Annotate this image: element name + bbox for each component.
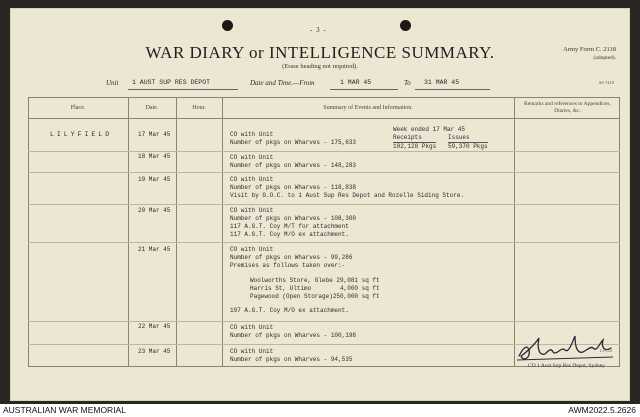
entry-line: Number of pkgs on Wharves - 118,838 bbox=[230, 184, 357, 191]
entry-line: Number of pkgs on Wharves - 94,535 bbox=[230, 356, 353, 363]
punch-hole-left bbox=[222, 20, 233, 31]
signature-caption: CO 1 Aust Sup Res Depot, Sydney bbox=[528, 363, 605, 369]
issues-label: Issues bbox=[448, 134, 470, 141]
entry-date: 20 Mar 45 bbox=[138, 207, 171, 214]
page-title: WAR DIARY or INTELLIGENCE SUMMARY. bbox=[145, 43, 495, 62]
entry-line: CO with Unit bbox=[230, 324, 274, 331]
premises-line: Harris St, Ultimo 4,000 sq ft bbox=[250, 285, 380, 292]
to-value: 31 MAR 45 bbox=[424, 79, 460, 86]
premises-line: Pagewood (Open Storage)250,000 sq ft bbox=[250, 293, 380, 300]
entry-line: CO with Unit bbox=[230, 246, 274, 253]
entry-line: 197 A.G.T. Coy M/O ex attachment. bbox=[230, 307, 349, 314]
col-summary-header: Summary of Events and Information. bbox=[323, 105, 413, 111]
entry-line: Number of pkgs on Wharves - 175,633 bbox=[230, 139, 357, 146]
entry-line: Premises as follows taken over:- bbox=[230, 262, 346, 269]
entry-line: CO with Unit bbox=[230, 176, 274, 183]
place-value: LILYFIELD bbox=[50, 131, 113, 138]
entry-line: Number of pkgs on Wharves - 99,286 bbox=[230, 254, 353, 261]
footer-institution: AUSTRALIAN WAR MEMORIAL bbox=[3, 405, 126, 415]
entry-date: 18 Mar 45 bbox=[138, 153, 171, 160]
to-label: To bbox=[404, 79, 411, 87]
from-value: 1 MAR 45 bbox=[340, 79, 372, 86]
archive-footer bbox=[0, 404, 640, 417]
entry-line: Visit by G.O.C. to 1 Aust Sup Res Depot and Rozelle Siding Store. bbox=[230, 192, 465, 199]
entry-date: 23 Mar 45 bbox=[138, 348, 171, 355]
receipts-label: Receipts bbox=[393, 134, 422, 141]
unit-label: Unit bbox=[106, 79, 119, 87]
entry-date: 22 Mar 45 bbox=[138, 323, 171, 330]
unit-value: 1 AUST SUP RES DEPOT bbox=[132, 79, 211, 86]
week-summary-title: Week ended 17 Mar 45 bbox=[393, 126, 466, 133]
signature-rank: Lt-Col bbox=[600, 348, 612, 353]
entry-line: Number of pkgs on Wharves - 100,198 bbox=[230, 332, 357, 339]
entry-line: CO with Unit bbox=[230, 348, 274, 355]
col-place-header: Place. bbox=[70, 105, 86, 111]
date-label: Date and Time.—From bbox=[250, 79, 315, 87]
entry-date: 19 Mar 45 bbox=[138, 176, 171, 183]
footer-accession: AWM2022.5.2626 bbox=[568, 405, 636, 415]
page-number: - 3 - bbox=[310, 26, 327, 34]
page-subtitle: (Erase heading not required). bbox=[282, 63, 358, 70]
entry-date: 17 Mar 45 bbox=[138, 131, 171, 138]
col-hour-header: Hour. bbox=[192, 105, 206, 111]
entry-line: 117 A.G.T. Coy M/T for attachment bbox=[230, 223, 349, 230]
entry-date: 21 Mar 45 bbox=[138, 246, 171, 253]
entry-line: CO with Unit bbox=[230, 154, 274, 161]
col-date-header: Date. bbox=[145, 105, 159, 111]
entry-line: Number of pkgs on Wharves - 108,300 bbox=[230, 215, 357, 222]
diary-page bbox=[10, 8, 630, 401]
col-remarks-header: Remarks and references to Appendices, Diaries, &c. bbox=[524, 101, 611, 114]
form-code: SS 7410 bbox=[598, 80, 614, 85]
entry-line: Number of pkgs on Wharves - 148,283 bbox=[230, 162, 357, 169]
premises-line: Woolworths Store, Glebe 29,081 sq ft bbox=[250, 277, 380, 284]
punch-hole-right bbox=[400, 20, 411, 31]
receipts-value: 102,128 Pkgs bbox=[393, 143, 437, 150]
entry-line: CO with Unit bbox=[230, 131, 274, 138]
entry-line: 117 A.G.T. Coy M/O ex attachment. bbox=[230, 231, 349, 238]
unit-line bbox=[10, 79, 630, 91]
form-reference: Army Form C. 2118 (adopted). bbox=[563, 46, 616, 61]
issues-value: 59,370 Pkgs bbox=[448, 143, 488, 150]
entry-line: CO with Unit bbox=[230, 207, 274, 214]
